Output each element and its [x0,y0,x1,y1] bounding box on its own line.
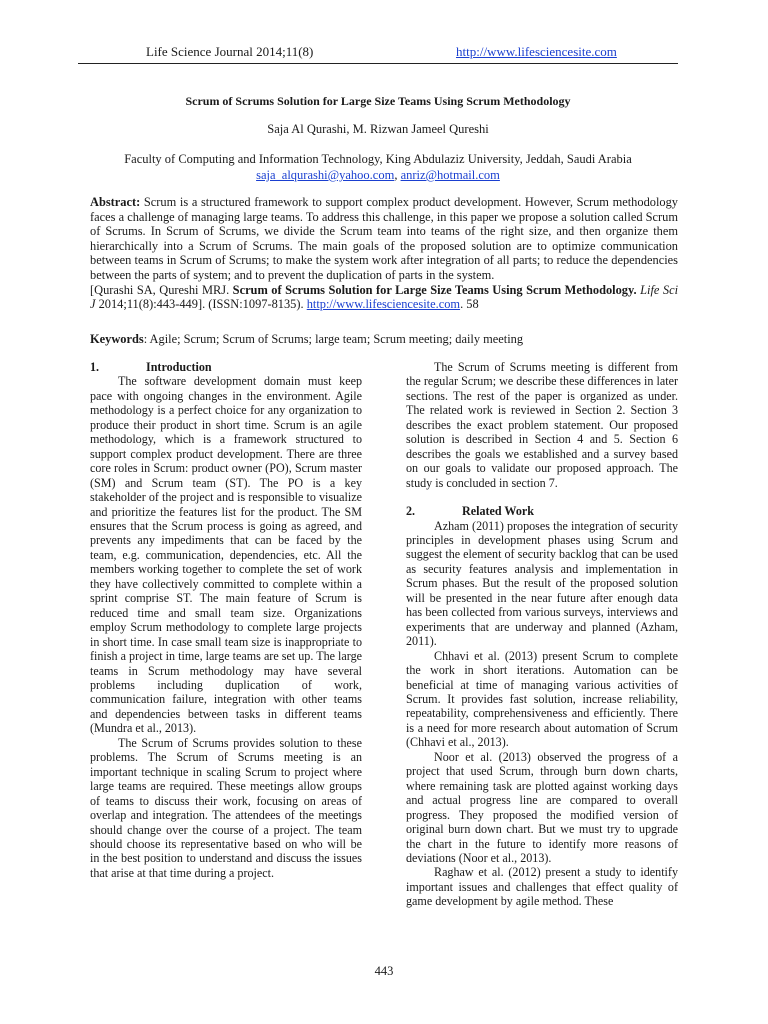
section-number: 2. [406,504,416,519]
section-gap [406,490,678,504]
keywords [90,332,678,347]
keywords-text: : Agile; Scrum; Scrum of Scrums; large team; Scrum meeting; daily meeting [143,332,524,346]
paragraph: Chhavi et al. (2013) present Scrum to complete the work in short iterations. Automation can be beneficial at time of managing various activities of Scrum. It provides fast solution, increase reliability, repeatability, comprehensiveness and efficiently. There is a need for more research about automation of Scrum (Chhavi et al., 2013). [406,648,678,750]
citation [90,283,678,312]
right-column [406,360,678,909]
header-rule [78,63,678,64]
email-link-2[interactable]: anriz@hotmail.com [400,168,500,182]
section-heading-introduction [90,360,362,374]
section-number: 1. [90,360,100,374]
citation-suffix: . 58 [460,297,479,312]
section-heading-related-work [406,504,678,518]
paper-title: Scrum of Scrums Solution for Large Size Teams Using Scrum Methodology [185,94,571,108]
abstract [90,195,678,312]
section-title: Introduction [146,360,212,374]
page-number: 443 [374,964,394,978]
paragraph: The software development domain must keep pace with ongoing changes in the environment. Agile methodology is a perfect choice for any organization to produce their product in short time. Scrum is an agile methodology, which is a framework structured to support complex product development. There are three core roles in Scrum: product owner (PO), Scrum master (SM) and Scrum team (ST). The PO is a key stakeholder of the project and is responsible to visualize and prioritize the features list for the product. The SM ensures that the Scrum process is going as agreed, and prevents any impediments that can be faced by the team, e.g. communication, dependencies, etc. All the members working together to complete the set of work they have collectively committed to complete within a sprint comprise ST. The main feature of Scrum is reduced time and small team size. Organizations employ Scrum methodology to complete large projects in short time. In case small team size is inappropriate to finish a project in time, large teams are set up. The large teams in Scrum methodology may have several problems including duplication of work, communication failure, integration with other teams and dependencies between tasks in different teams (Mundra et al., 2013). [90,374,362,736]
running-header [0,44,768,66]
keywords-label: Keywords [90,332,144,346]
citation-prefix: [Qurashi SA, Qureshi MRJ. [90,282,233,297]
journal-url-link[interactable]: http://www.lifesciencesite.com [456,44,617,59]
paragraph: The Scrum of Scrums provides solution to these problems. The Scrum of Scrums meeting is an important technique in scaling Scrum to project where large teams are required. These meetings allow groups of teams to discuss their work, focusing on areas of overlap and integration. The attendees of the meetings should change over the course of a project. The team should choose its representative based on who will be in the best position to understand and discuss the issues that arise at that time during a project. [90,735,362,880]
author-emails [78,168,678,183]
citation-url-link[interactable]: http://www.lifesciencesite.com [306,297,461,312]
citation-journal: Life Sci J [90,282,679,312]
section-title: Related Work [462,504,535,519]
paragraph: Azham (2011) proposes the integration of security principles in development phases using Scrum and suggest the element of security backlog that can be used as security features analysis and implementation in Scrum phases. But the result of the proposed solution will be presented in the near future after enough data has been collected from various surveys, interviews and experiments that are underway and planned (Azham, 2011). [406,518,678,649]
journal-name: Life Science Journal 2014;11(8) [146,44,314,59]
paragraph: Noor et al. (2013) observed the progress of a project that used Scrum, through burn down charts, where remaining task are plotted against working days and actual progress line are compared to overall progress. They proposed the modified version of original burn down chart. But we must try to upgrade the chart in the future to identify more reasons of deviations (Noor et al., 2013). [406,749,678,865]
citation-details: 2014;11(8):443-449]. (ISSN:1097-8135). [95,297,307,312]
abstract-label: Abstract: [90,195,141,209]
affiliation: Faculty of Computing and Information Technology, King Abdulaziz University, Jeddah, Saudi Arabia [124,152,632,166]
left-column [90,360,362,880]
email-link-1[interactable]: saja_alqurashi@yahoo.com [256,168,395,182]
paragraph: The Scrum of Scrums meeting is different from the regular Scrum; we describe these differences in later sections. The rest of the paper is organized as under. The related work is reviewed in Section 2. Section 3 describes the exact problem statement. Our proposed solution is described in Section 4 and 5. Section 6 describes the goals we established and a survey based on our goals to validate our proposed approach. The study is concluded in section 7. [406,360,678,490]
paragraph: Raghaw et al. (2012) present a study to identify important issues and challenges that effect quality of game development by agile method. These [406,865,678,909]
citation-title: Scrum of Scrums Solution for Large Size Teams Using Scrum Methodology. [232,282,637,297]
abstract-text: Scrum is a structured framework to support complex product development. However, Scrum methodology faces a challenge of managing large teams. To address this challenge, in this paper we propose a solution called Scrum of Scrums. In Scrum of Scrums, we divide the Scrum team into teams of the right size, and then organize them hierarchically into a Scrum of Scrums. The main goals of the proposed solution are to optimize communication between teams in Scrum of Scrums; to make the system work after integration of all parts; to reduce the dependencies between the parts of system; and to prevent the duplication of parts in the system. [90,195,678,282]
email-separator: , [394,168,401,182]
author-list: Saja Al Qurashi, M. Rizwan Jameel Qureshi [267,122,489,136]
